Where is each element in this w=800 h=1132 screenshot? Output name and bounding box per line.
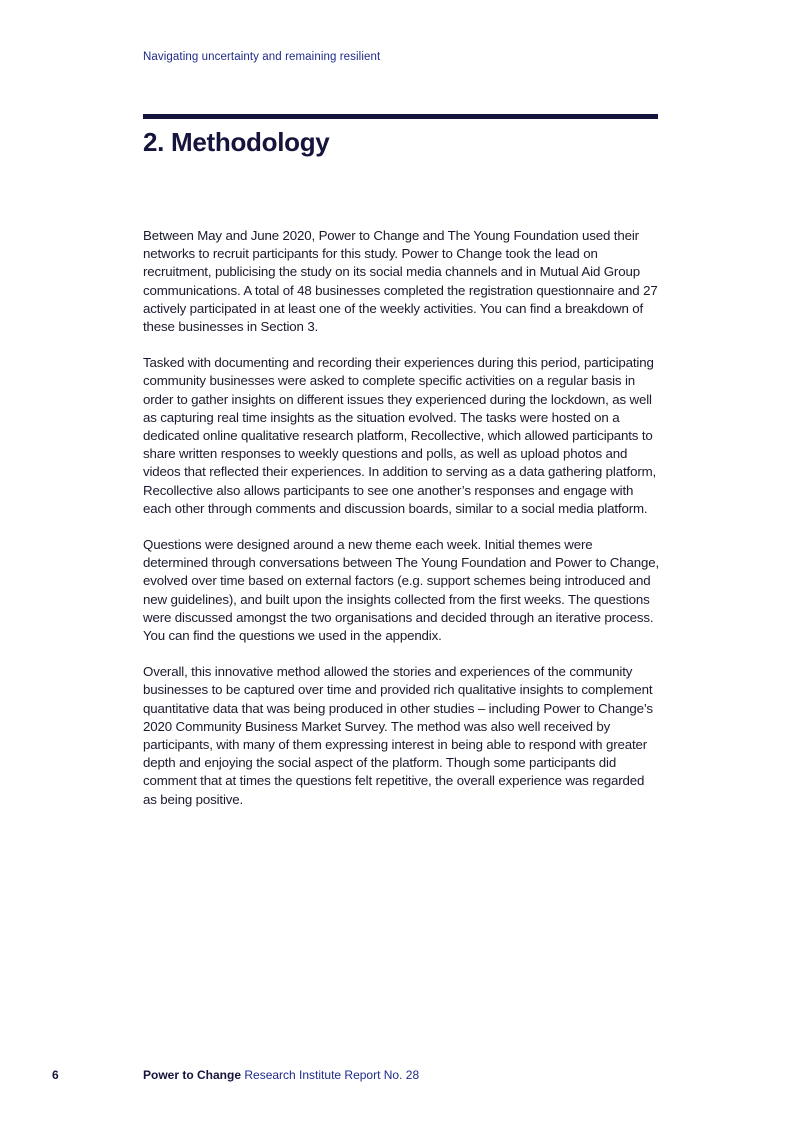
page-number: 6 (52, 1068, 59, 1082)
footer-report: Research Institute Report No. 28 (244, 1068, 420, 1082)
paragraph-overall: Overall, this innovative method allowed the stories and experiences of the community businesses to be captured over time and provided rich qualitative insights to complement quantitative data that was being produced in other studies – including Power to Change’s 2020 Community Business Market Survey. The method was also well received by participants, with many of them expressing interest in being able to respond with greater depth and enjoying the social aspect of the platform. Though some participants did comment that at times the questions felt repetitive, the overall experience was regarded as being positive. (143, 664, 653, 807)
footer-label (143, 1068, 419, 1082)
title-rule (143, 114, 658, 119)
footer-brand: Power to Change (143, 1068, 242, 1082)
paragraph-questions: Questions were designed around a new theme each week. Initial themes were determined through conversations between The Young Foundation and Power to Change, evolved over time based on external factors (e.g. support schemes being introduced and new guidelines), and built upon the insights collected from the first weeks. The questions were discussed amongst the two organisations and decided through an iterative process. You can find the questions we used in the appendix. (143, 537, 660, 644)
running-header: Navigating uncertainty and remaining resilient (143, 51, 381, 63)
paragraph-activities: Tasked with documenting and recording their experiences during this period, participating community businesses were asked to complete specific activities on a regular basis in order to gather insights on different issues they experienced during the lockdown, as well as capturing real time insights as the situation evolved. The tasks were hosted on a dedicated online qualitative research platform, Recollective, which allowed participants to share written responses to weekly questions and polls, as well as upload photos and videos that reflected their experiences. In addition to serving as a data gathering platform, Recollective also allows participants to see one another’s responses and engage with each other through comments and discussion boards, similar to a social media platform. (143, 355, 657, 516)
section-title: 2. Methodology (143, 127, 330, 157)
body-text (143, 227, 661, 827)
paragraph-recruitment: Between May and June 2020, Power to Change and The Young Foundation used their networks to recruit participants for this study. Power to Change took the lead on recruitment, publicising the study on its social media channels and in Mutual Aid Group communications. A total of 48 businesses completed the registration questionnaire and 27 actively participated in at least one of the weekly activities. You can find a breakdown of these businesses in Section 3. (143, 228, 658, 335)
